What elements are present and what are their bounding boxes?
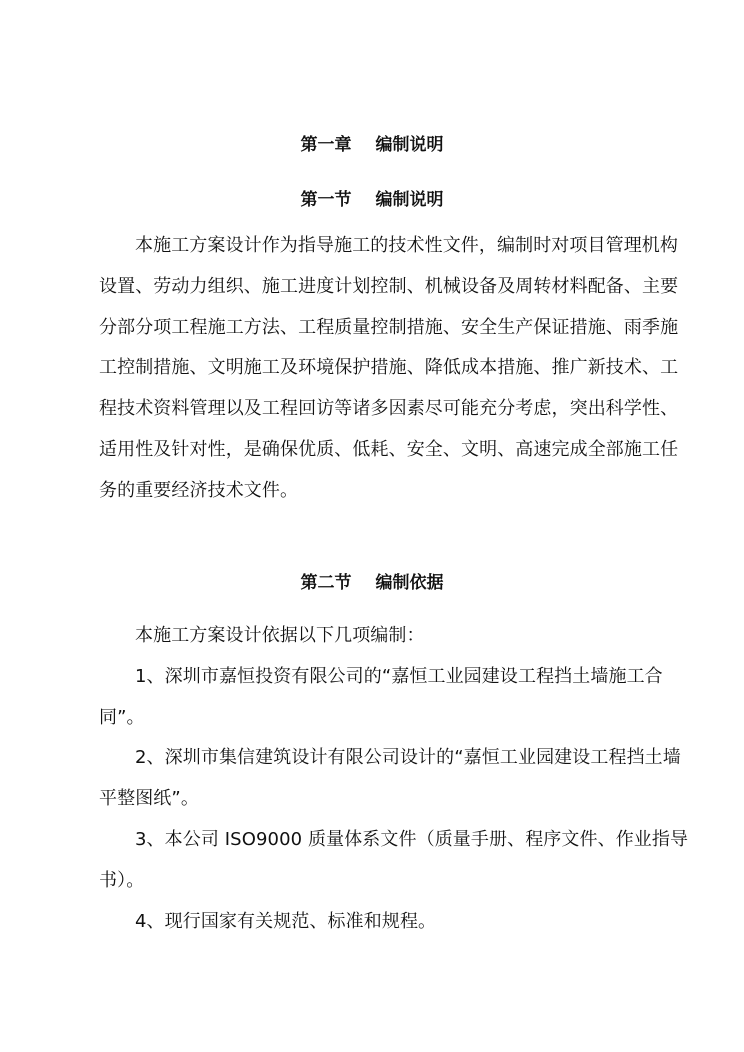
section1-title — [0, 189, 744, 211]
section1-paragraph — [99, 226, 679, 512]
list-item-3-cont: 书）。 — [99, 869, 145, 891]
paragraph-line: 工控制措施、文明施工及环境保护措施、降低成本措施、推广新技术、工 — [99, 357, 679, 379]
list-item-1-cont: 同”。 — [99, 706, 145, 728]
list-item-4: 4、现行国家有关规范、标准和规程。 — [135, 910, 437, 932]
chapter-title — [0, 134, 744, 156]
paragraph-line: 分部分项工程施工方法、工程质量控制措施、安全生产保证措施、雨季施 — [99, 316, 679, 338]
paragraph-line: 适用性及针对性，是确保优质、低耗、安全、文明、高速完成全部施工任 — [99, 438, 679, 460]
section1-number: 第一节 — [300, 190, 352, 210]
section2-text: 编制依据 — [375, 573, 444, 593]
chapter-text: 编制说明 — [375, 135, 444, 155]
list-item-2-cont: 平整图纸”。 — [99, 788, 199, 810]
section2-list — [99, 616, 689, 942]
chapter-number: 第一章 — [300, 135, 352, 155]
section2-title — [0, 572, 744, 594]
list-item-2: 2、深圳市集信建筑设计有限公司设计的“嘉恒工业园建设工程挡土墙 — [135, 747, 681, 769]
list-item-3: 3、本公司 ISO9000 质量体系文件（质量手册、程序文件、作业指导 — [135, 828, 689, 850]
paragraph-line: 务的重要经济技术文件。 — [99, 479, 299, 501]
intro-line: 本施工方案设计依据以下几项编制： — [135, 625, 425, 646]
list-item-1: 1、深圳市嘉恒投资有限公司的“嘉恒工业园建设工程挡土墙施工合 — [135, 665, 663, 687]
paragraph-line: 本施工方案设计作为指导施工的技术性文件，编制时对项目管理机构 — [135, 235, 678, 256]
paragraph-line: 程技术资料管理以及工程回访等诸多因素尽可能充分考虑，突出科学性、 — [99, 398, 679, 420]
paragraph-line: 设置、劳动力组织、施工进度计划控制、机械设备及周转材料配备、主要 — [99, 275, 679, 297]
section1-text: 编制说明 — [375, 190, 444, 210]
section2-number: 第二节 — [300, 573, 352, 593]
